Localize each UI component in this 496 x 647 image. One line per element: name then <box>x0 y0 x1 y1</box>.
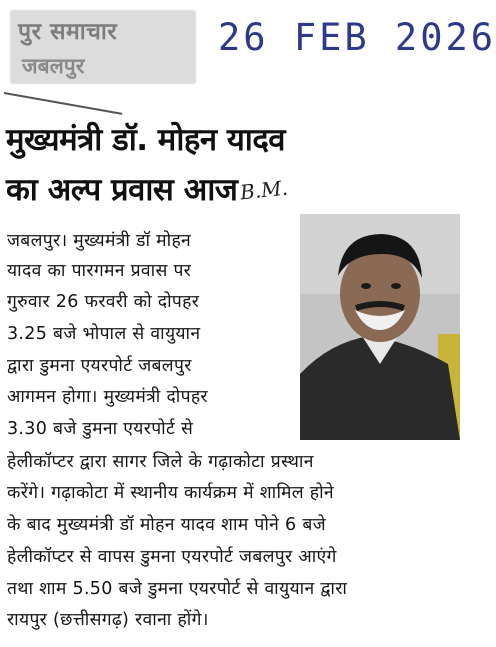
portrait-illustration <box>300 214 460 440</box>
headline-line-1: मुख्यमंत्री डॉ. मोहन यादव <box>6 122 286 158</box>
newspaper-name: पुर समाचार <box>18 19 118 45</box>
body-line: तथा शाम 5.50 बजे डुमना एयरपोर्ट से वायुयान द्वारा <box>7 579 348 599</box>
body-line: जबलपुर। मुख्यमंत्री डॉ मोहन <box>7 231 192 251</box>
body-line: 3.25 बजे भोपाल से वायुयान <box>7 324 201 344</box>
corner-rule <box>4 92 123 115</box>
body-line: गुरुवार 26 फरवरी को दोपहर <box>7 292 200 312</box>
body-line: के बाद मुख्यमंत्री डॉ मोहन यादव शाम पोने 6 बजे <box>7 515 326 535</box>
body-line: द्वारा डुमना एयरपोर्ट जबलपुर <box>7 356 192 376</box>
body-line: 3.30 बजे डुमना एयरपोर्ट से <box>7 419 194 439</box>
clipping-header <box>0 0 496 90</box>
newspaper-city: जबलपुर <box>22 54 85 78</box>
body-line: आगमन होगा। मुख्यमंत्री दोपहर <box>7 387 208 407</box>
headline-line-2: का अल्प प्रवास आज <box>6 172 238 208</box>
body-line: यादव का पारगमन प्रवास पर <box>7 261 192 281</box>
body-line: हेलीकॉप्टर द्वारा सागर जिले के गढ़ाकोटा प्रस्थान <box>7 452 314 472</box>
handwritten-annotation: B.M. <box>238 175 290 205</box>
body-line: करेंगे। गढ़ाकोटा में स्थानीय कार्यक्रम में शामिल होने <box>7 483 334 503</box>
portrait-photo <box>300 214 460 440</box>
body-line: हेलीकॉप्टर से वापस डुमना एयरपोर्ट जबलपुर आएंगे <box>7 547 337 567</box>
date-stamp: 26 FEB 2026 <box>218 16 496 59</box>
body-line: रायपुर (छत्तीसगढ़) रवाना होंगे। <box>7 610 209 630</box>
